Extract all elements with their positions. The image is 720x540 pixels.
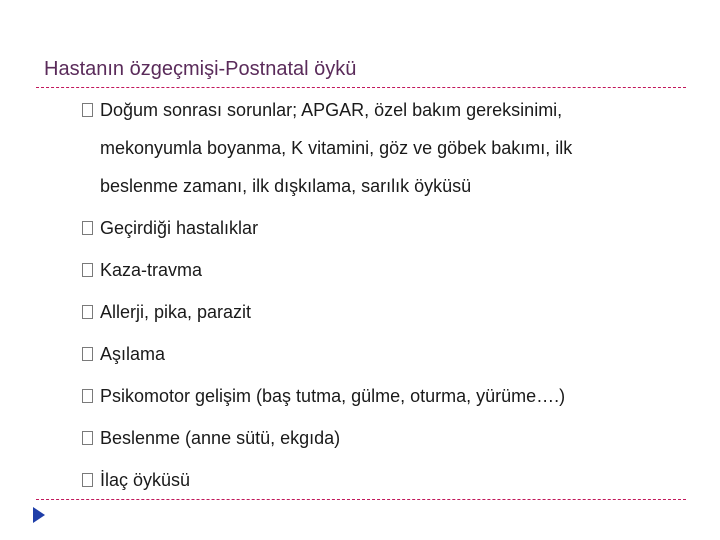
bullet-item-accident-trauma (80, 256, 690, 285)
bullet-text: Psikomotor gelişim (baş tutma, gülme, oturma, yürüme….) (100, 386, 566, 406)
footer-divider (36, 499, 686, 500)
bullet-item-medication (80, 466, 690, 495)
bullet-text: Beslenme (anne sütü, ekgıda) (100, 428, 341, 448)
square-bullet-icon (82, 347, 93, 361)
bullet-item-nutrition (80, 424, 690, 453)
bullet-item-vaccination (80, 340, 690, 369)
bullet-item-postnatal-problems (80, 96, 690, 201)
square-bullet-icon (82, 263, 93, 277)
square-bullet-icon (82, 473, 93, 487)
square-bullet-icon (82, 103, 93, 117)
bullet-item-allergy (80, 298, 690, 327)
bullet-text: Geçirdiği hastalıklar (100, 218, 259, 238)
square-bullet-icon (82, 389, 93, 403)
square-bullet-icon (82, 221, 93, 235)
bullet-text: Kaza-travma (100, 260, 203, 280)
bullet-line: beslenme zamanı, ilk dışkılama, sarılık öyküsü (100, 176, 472, 196)
bullet-text: İlaç öyküsü (100, 470, 191, 490)
bullet-item-psychomotor (80, 382, 690, 411)
square-bullet-icon (82, 305, 93, 319)
square-bullet-icon (82, 431, 93, 445)
bullet-item-past-illnesses (80, 214, 690, 243)
bullet-list (80, 96, 690, 508)
play-arrow-icon[interactable] (33, 507, 45, 523)
bullet-text: Allerji, pika, parazit (100, 302, 252, 322)
slide-title: Hastanın özgeçmişi-Postnatal öykü (44, 58, 357, 80)
title-divider-top (36, 87, 686, 88)
bullet-text: Aşılama (100, 344, 166, 364)
bullet-line: mekonyumla boyanma, K vitamini, göz ve göbek bakımı, ilk (100, 138, 573, 158)
bullet-line: Doğum sonrası sorunlar; APGAR, özel bakım gereksinimi, (100, 100, 563, 120)
